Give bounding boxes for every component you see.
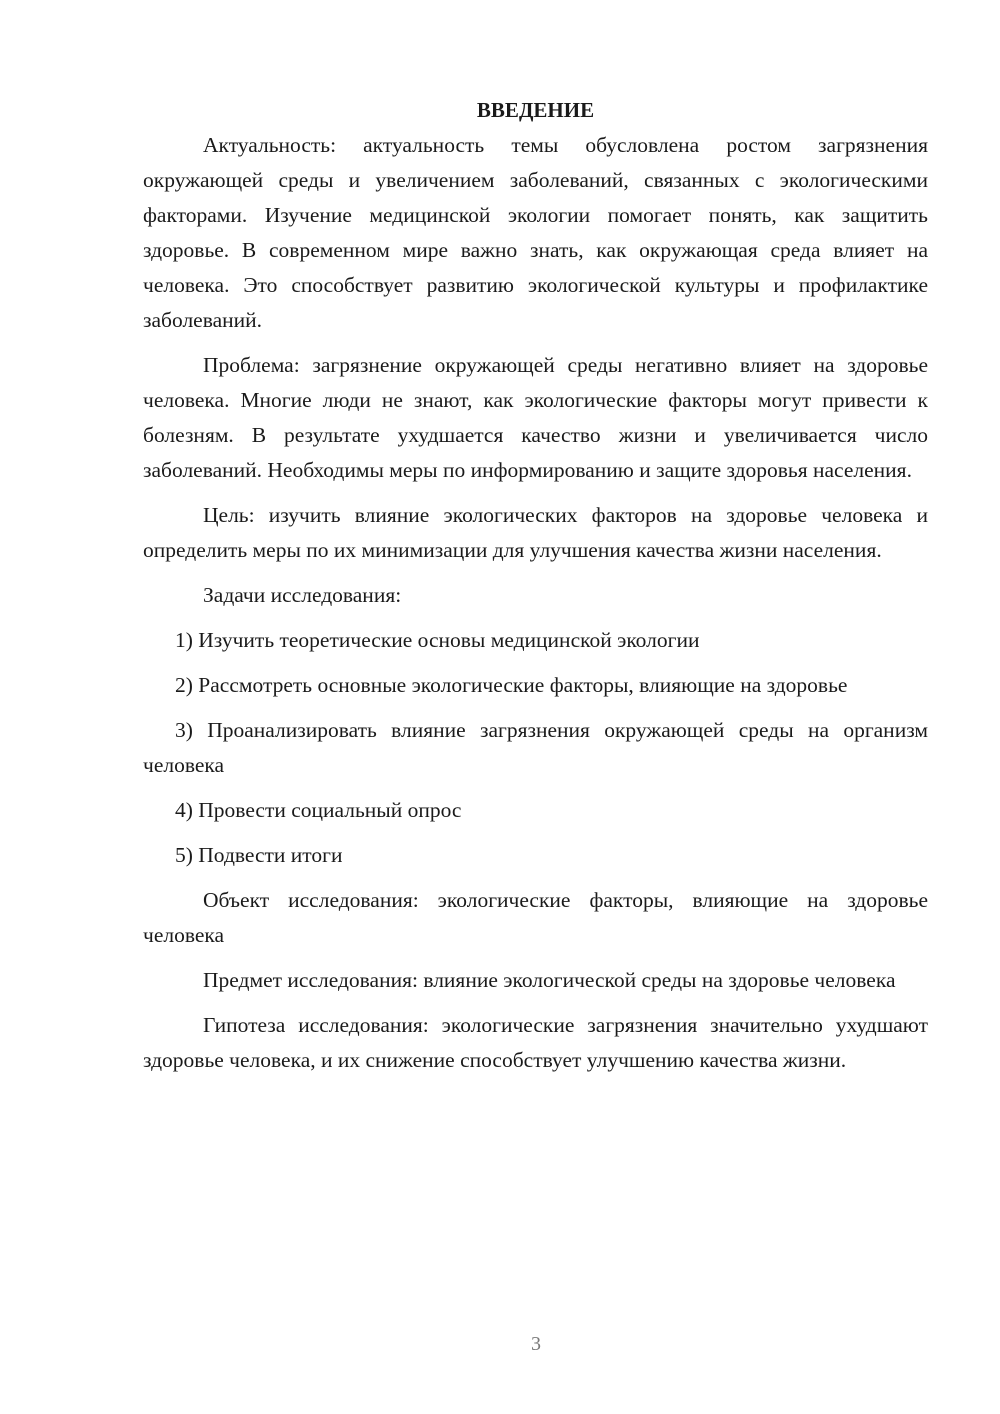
list-item: 4) Провести социальный опрос [175,798,462,822]
list-item: 3) Проанализировать влияние загрязнения окружающей среды на организм человека [143,718,928,777]
tasks-heading: Задачи исследования: [203,583,402,607]
list-item: 2) Рассмотреть основные экологические факторы, влияющие на здоровье [175,673,848,697]
page-number: 3 [531,1333,541,1355]
object-paragraph: Объект исследования: экологические факторы, влияющие на здоровье человека [143,888,928,947]
hypothesis-paragraph: Гипотеза исследования: экологические загрязнения значительно ухудшают здоровье человека, и их снижение способствует улучшению качества жизни. [143,1013,928,1072]
list-item: 5) Подвести итоги [175,843,343,867]
goal-paragraph: Цель: изучить влияние экологических факторов на здоровье человека и определить меры по их минимизации для улучшения качества жизни населения. [143,503,928,562]
subject-paragraph: Предмет исследования: влияние экологической среды на здоровье человека [203,968,896,992]
page-content [143,93,928,1078]
tasks-list [143,623,928,873]
problem-paragraph: Проблема: загрязнение окружающей среды негативно влияет на здоровье человека. Многие люди не знают, как экологические факторы могут привести к болезням. В результате ухудшается качество жизни и увеличивается число заболеваний. Необходимы меры по информированию и защите здоровья населения. [143,353,928,482]
list-item: 1) Изучить теоретические основы медицинской экологии [175,628,700,652]
page-title: ВВЕДЕНИЕ [476,98,595,122]
relevance-paragraph: Актуальность: актуальность темы обусловлена ростом загрязнения окружающей среды и увеличением заболеваний, связанных с экологическими факторами. Изучение медицинской экологии помогает понять, как защитить здоровье. В современном мире важно знать, как окружающая среда влияет на человека. Это способствует развитию экологической культуры и профилактике заболеваний. [143,133,928,332]
